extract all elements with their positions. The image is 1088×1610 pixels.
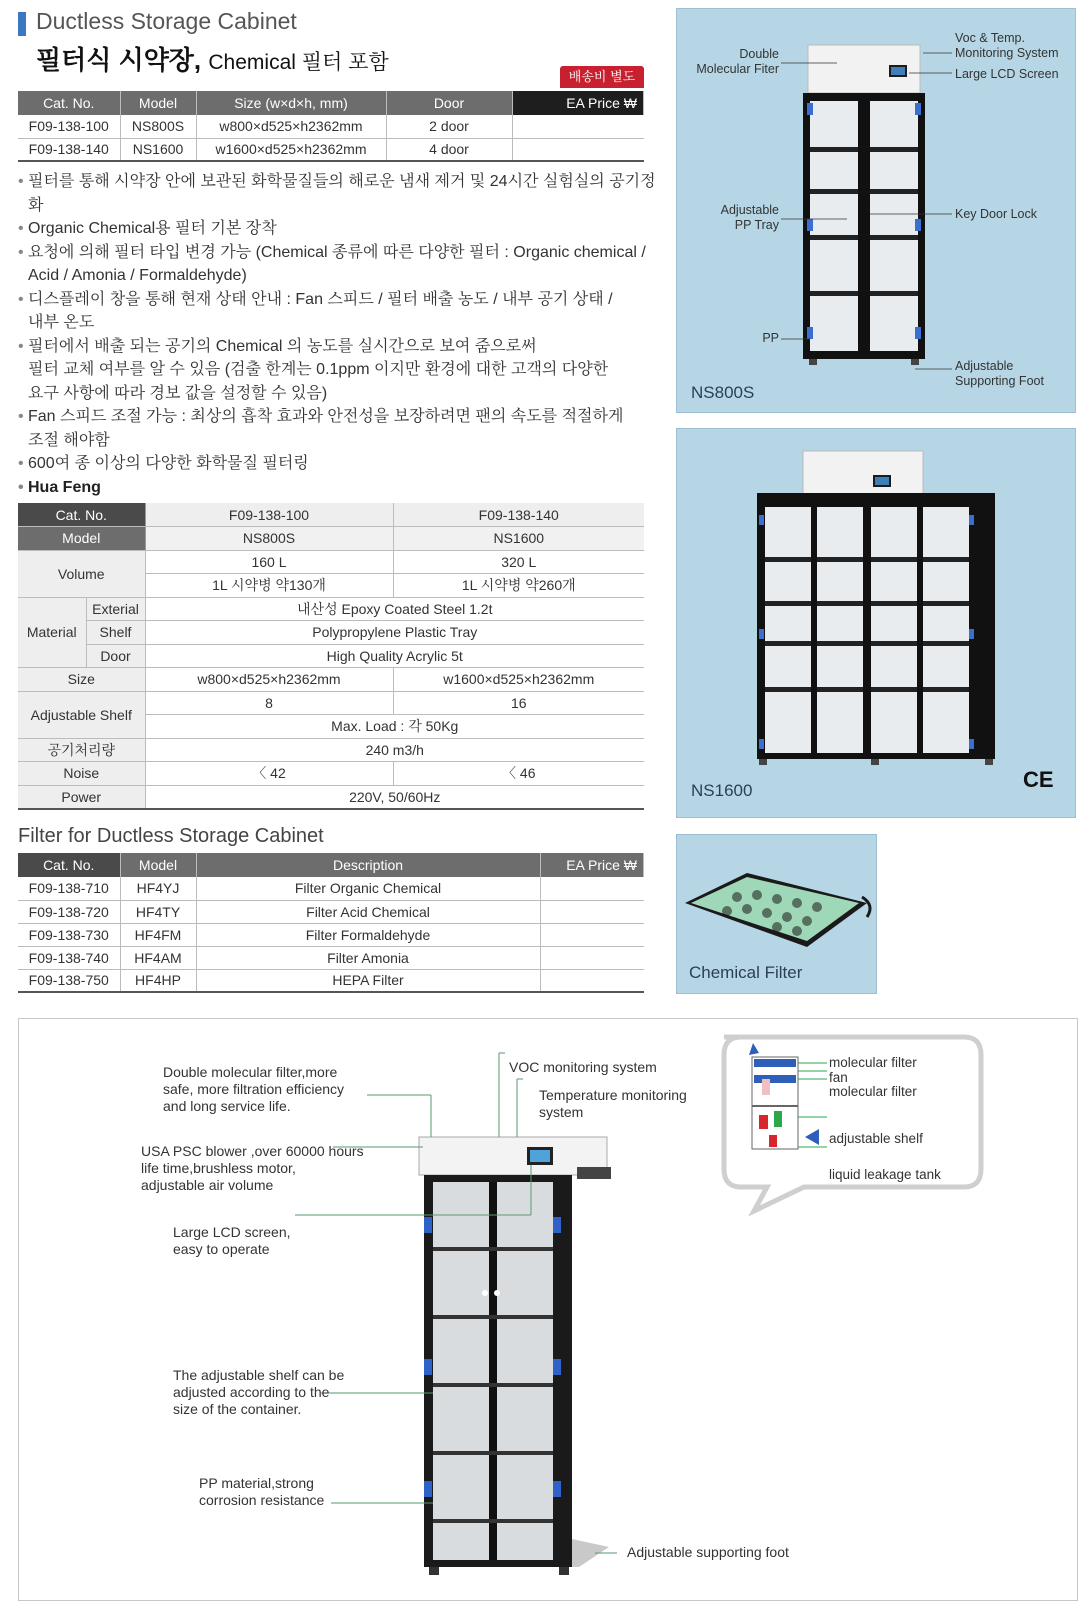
table-row [18, 738, 644, 762]
cell: 220V, 50/60Hz [145, 785, 644, 809]
filter-section-title: Filter for Ductless Storage Cabinet [18, 825, 324, 847]
cell [540, 923, 644, 946]
table-row [18, 762, 644, 786]
cell: Polypropylene Plastic Tray [145, 621, 644, 645]
cell: NS800S [145, 527, 393, 551]
page-title-ko [36, 40, 389, 77]
list-item-cont: 필터 교체 여부를 알 수 있음 (검출 한계는 0.1ppm 이지만 환경에 대한 고객의 다양한 [28, 361, 609, 378]
callout-key-lock: Key Door Lock [955, 207, 1037, 221]
col-cat: Cat. No. [18, 91, 120, 115]
cell [512, 115, 644, 138]
cell [540, 969, 644, 992]
cell: HF4YJ [120, 877, 196, 900]
cell: Shelf [86, 621, 145, 645]
cell: 1L 시약병 약260개 [393, 574, 644, 598]
cell: Adjustable Shelf [18, 691, 145, 738]
list-item: • Organic Chemical용 필터 기본 장착 [18, 217, 658, 241]
table-row [18, 691, 644, 715]
cell: Door [86, 644, 145, 668]
price-table [18, 91, 644, 162]
table-row [18, 115, 644, 138]
list-item-cont: 요구 사항에 따라 경보 값을 설정할 수 있음) [28, 384, 328, 402]
cell: Model [18, 527, 145, 551]
cell: HEPA Filter [196, 969, 540, 992]
cell [512, 138, 644, 161]
col-model: Model [120, 853, 196, 877]
cell: 내산성 Epoxy Coated Steel 1.2t [145, 597, 644, 621]
legend-molecular-filter-2: molecular filter [829, 1084, 917, 1099]
shipping-badge: 배송비 별도 [560, 66, 644, 88]
title-ko-main: 필터식 시약장, [36, 45, 202, 75]
cell: F09-138-750 [18, 969, 120, 992]
cell: F09-138-140 [18, 138, 120, 161]
callout-blower: USA PSC blower ,over 60000 hours life time,brushless motor, adjustable air volume [141, 1143, 364, 1193]
cell: w1600×d525×h2362mm [393, 668, 644, 692]
cabinet-ns1600-illustration [677, 429, 1077, 819]
cell: 4 door [386, 138, 512, 161]
table-row [18, 668, 644, 692]
table-row [18, 527, 644, 551]
callout-double-filter: Double Molecular Fiter [696, 47, 779, 76]
callout-temp: Temperature monitoring system [539, 1087, 687, 1120]
cell: NS1600 [120, 138, 196, 161]
product-image-ns800s [676, 8, 1076, 413]
cell: 8 [145, 691, 393, 715]
cell: F09-138-100 [18, 115, 120, 138]
product-image-filter [676, 834, 877, 994]
spec-table [18, 503, 644, 810]
cell: F09-138-740 [18, 946, 120, 969]
legend-adjustable-shelf: adjustable shelf [829, 1131, 923, 1146]
cell: w800×d525×h2362mm [196, 115, 386, 138]
table-row [18, 597, 644, 621]
cell: 320 L [393, 550, 644, 574]
list-item: • 요청에 의해 필터 타입 변경 가능 (Chemical 종류에 따른 다양한 필터 : Organic chemical / [18, 241, 658, 265]
callout-pp-tray: Adjustable PP Tray [720, 203, 779, 232]
col-price: EA Price ₩ [512, 91, 644, 115]
table-row [18, 923, 644, 946]
cell: 16 [393, 691, 644, 715]
col-model: Model [120, 91, 196, 115]
cell: HF4HP [120, 969, 196, 992]
cell: 160 L [145, 550, 393, 574]
col-cat: Cat. No. [18, 853, 120, 877]
col-price: EA Price ₩ [540, 853, 644, 877]
cell: w1600×d525×h2362mm [196, 138, 386, 161]
title-accent-bar [18, 12, 26, 36]
table-row [18, 946, 644, 969]
cell: F09-138-710 [18, 877, 120, 900]
legend-molecular-filter-1: molecular filter [829, 1055, 917, 1070]
cell: 〈 42 [145, 762, 393, 786]
table-row [18, 644, 644, 668]
list-item-cont: 내부 온도 [28, 314, 95, 331]
col-desc: Description [196, 853, 540, 877]
callout-foot: Adjustable Supporting Foot [955, 359, 1044, 388]
cell: w800×d525×h2362mm [145, 668, 393, 692]
cell: NS800S [120, 115, 196, 138]
table-row [18, 785, 644, 809]
callout-voc: Voc & Temp. Monitoring System [955, 31, 1059, 60]
list-item-cont: 조절 해야함 [28, 431, 110, 449]
filter-table [18, 853, 644, 993]
cell: 240 m3/h [145, 738, 644, 762]
col-door: Door [386, 91, 512, 115]
table-row [18, 138, 644, 161]
cell: Max. Load : 각 50Kg [145, 715, 644, 739]
list-item-brand: • Hua Feng [18, 476, 658, 500]
caption-ns800s: NS800S [691, 383, 755, 402]
cell: HF4AM [120, 946, 196, 969]
cell: Power [18, 785, 145, 809]
cell: High Quality Acrylic 5t [145, 644, 644, 668]
cell: Material [18, 597, 86, 668]
legend-fan: fan [829, 1070, 848, 1085]
cell: Exterial [86, 597, 145, 621]
callout-shelf: The adjustable shelf can be adjusted according to the size of the container. [173, 1367, 345, 1417]
list-item: • 디스플레이 창을 통해 현재 상태 안내 : Fan 스피드 / 필터 배출 농도 / 내부 공기 상태 / [18, 288, 658, 312]
callout-pp: PP material,strong corrosion resistance [199, 1475, 325, 1508]
page-title-en: Ductless Storage Cabinet [36, 8, 297, 34]
cell: NS1600 [393, 527, 644, 551]
cell [540, 900, 644, 923]
cell: 공기처리량 [18, 738, 145, 762]
cell: Volume [18, 550, 145, 597]
callout-lcd: Large LCD screen, easy to operate [173, 1224, 291, 1257]
list-item: • 필터를 통해 시약장 안에 보관된 화학물질들의 해로운 냄새 제거 및 24시간 실험실의 공기정화 [18, 170, 658, 217]
callout-pp: PP [762, 331, 779, 345]
cell: Filter Amonia [196, 946, 540, 969]
cell: 〈 46 [393, 762, 644, 786]
cell: F09-138-720 [18, 900, 120, 923]
list-item: • 필터에서 배출 되는 공기의 Chemical 의 농도를 실시간으로 보여 줌으로써 [18, 335, 658, 359]
table-row [18, 877, 644, 900]
table-row [18, 900, 644, 923]
table-row [18, 969, 644, 992]
cell: HF4TY [120, 900, 196, 923]
table-row [18, 621, 644, 645]
legend-leakage-tank: liquid leakage tank [829, 1167, 941, 1182]
cell: F09-138-140 [393, 503, 644, 527]
caption-ns1600: NS1600 [691, 781, 753, 800]
price-table-header [18, 91, 644, 115]
filter-table-header [18, 853, 644, 877]
list-item-cont: Acid / Amonia / Formaldehyde) [28, 267, 247, 284]
callout-lcd: Large LCD Screen [955, 67, 1059, 81]
cell: Noise [18, 762, 145, 786]
cell: Filter Formaldehyde [196, 923, 540, 946]
caption-filter: Chemical Filter [689, 963, 803, 982]
feature-list [18, 170, 658, 499]
cell: HF4FM [120, 923, 196, 946]
cell: 2 door [386, 115, 512, 138]
cell [540, 877, 644, 900]
cell: Cat. No. [18, 503, 145, 527]
feature-diagram [18, 1018, 1078, 1601]
list-item: • 600여 종 이상의 다양한 화학물질 필터링 [18, 452, 658, 476]
list-item: • Fan 스피드 조절 가능 : 최상의 흡착 효과와 안전성을 보장하려면 팬의 속도를 적절하게 [18, 405, 658, 429]
callout-voc: VOC monitoring system [509, 1059, 657, 1075]
col-size: Size (w×d×h, mm) [196, 91, 386, 115]
table-row [18, 550, 644, 574]
callout-foot: Adjustable supporting foot [627, 1544, 789, 1560]
ce-mark: CE [1023, 767, 1054, 792]
cell [540, 946, 644, 969]
title-ko-sub: Chemical 필터 포함 [208, 51, 389, 74]
cell: F09-138-100 [145, 503, 393, 527]
cell: 1L 시약병 약130개 [145, 574, 393, 598]
cell: Filter Acid Chemical [196, 900, 540, 923]
cell: Filter Organic Chemical [196, 877, 540, 900]
cell: F09-138-730 [18, 923, 120, 946]
product-image-ns1600 [676, 428, 1076, 818]
callout-double-filter: Double molecular filter,more safe, more filtration efficiency and long service life. [163, 1064, 345, 1114]
table-row [18, 503, 644, 527]
cell: Size [18, 668, 145, 692]
